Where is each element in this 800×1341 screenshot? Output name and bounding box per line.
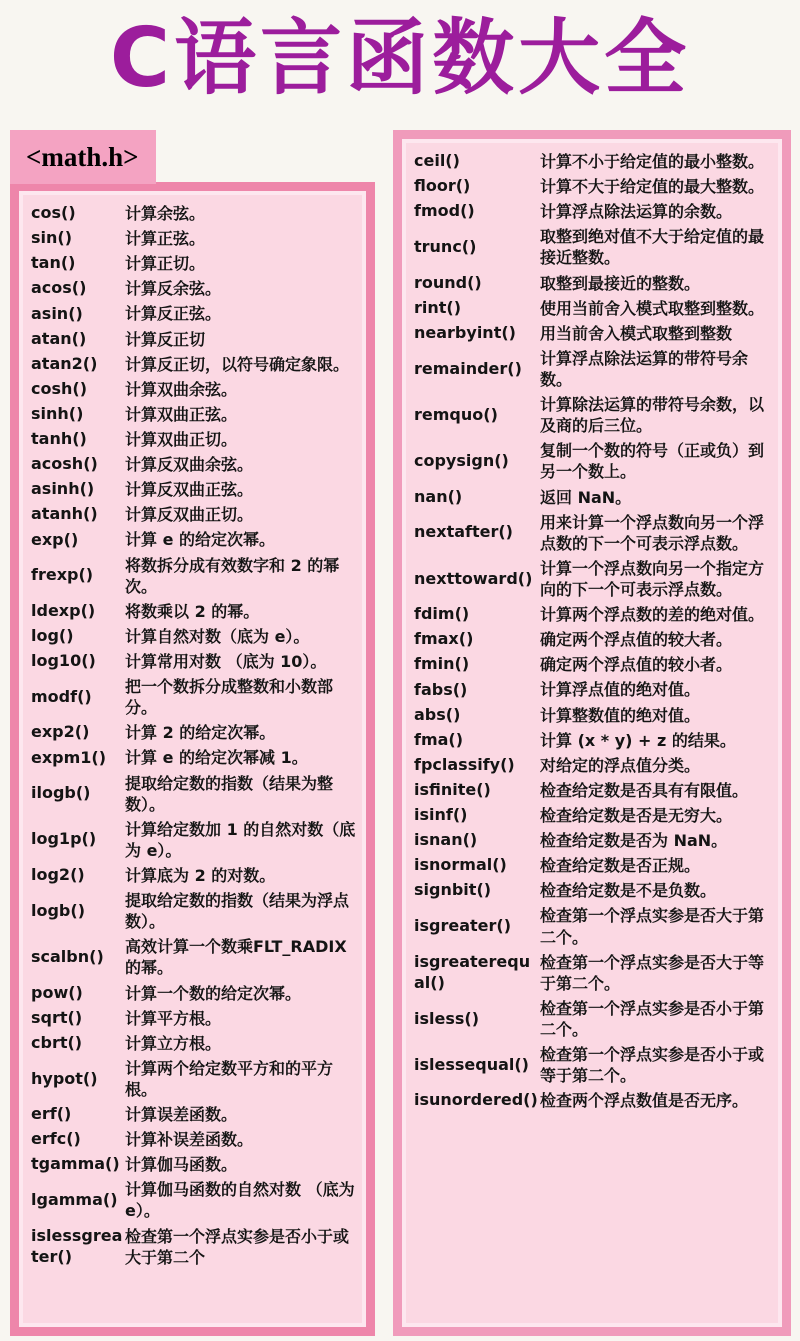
function-description: 计算伽马函数。 [125,1155,238,1175]
function-name: acos() [31,278,87,298]
function-name: isless() [414,1008,480,1028]
function-description: 计算反双曲余弦。 [125,455,254,475]
table-row [31,626,356,647]
function-description: 使用当前舍入模式取整到整数。 [540,298,765,318]
table-row [414,487,772,508]
function-description: 确定两个浮点值的较大者。 [540,630,733,650]
function-name: nexttoward() [414,568,533,588]
function-description: 检查给定数是不是负数。 [540,881,717,901]
table-row [414,201,772,222]
page-title: C语言函数大全 [109,11,691,106]
table-row [414,394,772,436]
function-name: cosh() [31,378,88,398]
function-description: 取整到绝对值不大于给定值的最接近整数。 [540,227,765,268]
table-row [31,479,356,500]
function-description: 检查第一个浮点实参是否小于第二个。 [540,998,765,1039]
table-row [31,354,356,375]
function-description: 计算双曲余弦。 [125,379,238,399]
table-row [414,998,772,1040]
function-description: 计算两个浮点数的差的绝对值。 [540,605,765,625]
function-description: 复制一个数的符号（正或负）到另一个数上。 [540,441,765,482]
function-description: 高效计算一个数乘FLT_RADIX的幂。 [125,937,347,978]
table-row [414,830,772,851]
table-row [414,654,772,675]
function-name: acosh() [31,454,98,474]
table-row [414,226,772,268]
function-name: isnormal() [414,855,507,875]
function-description: 把一个数拆分成整数和小数部分。 [125,677,334,718]
function-name: fmax() [414,629,474,649]
function-description: 确定两个浮点值的较小者。 [540,655,733,675]
function-name: atanh() [31,504,98,524]
function-name: signbit() [414,880,492,900]
function-name: erf() [31,1104,72,1124]
function-name: round() [414,272,482,292]
table-row [414,512,772,554]
function-description: 计算 (x * y) + z 的结果。 [540,730,736,750]
table-row [31,555,356,597]
table-row [414,730,772,751]
function-name: fmin() [414,654,470,674]
function-name: log() [31,626,74,646]
table-row [31,529,356,550]
table-row [31,1058,356,1100]
function-description: 计算常用对数 （底为 10）。 [125,651,327,671]
function-name: remquo() [414,404,498,424]
table-row [31,1179,356,1221]
function-description: 将数拆分成有效数字和 2 的幂次。 [125,555,340,596]
function-description: 计算反正切 [125,329,206,349]
table-row [414,805,772,826]
function-description: 提取给定数的指数（结果为浮点数）。 [125,891,350,932]
table-row [414,558,772,600]
function-description: 计算反正弦。 [125,304,222,324]
table-row [31,819,356,861]
table-row [31,278,356,299]
table-row [414,323,772,344]
table-row [414,629,772,650]
function-description: 计算除法运算的带符号余数，以及商的后三位。 [540,395,765,436]
function-description: 计算 e 的给定次幂。 [125,530,275,550]
function-name: modf() [31,686,92,706]
function-description: 计算平方根。 [125,1008,222,1028]
function-name: trunc() [414,237,477,257]
table-row [414,1044,772,1086]
table-row [31,1154,356,1175]
function-description: 计算伽马函数的自然对数 （底为 e）。 [125,1180,355,1221]
function-description: 计算正切。 [125,254,206,274]
function-name: pow() [31,982,83,1002]
function-name: expm1() [31,747,107,767]
function-name: sqrt() [31,1007,83,1027]
function-name: nearbyint() [414,322,516,342]
math-functions-panel-right [393,130,791,1336]
table-row [31,379,356,400]
function-description: 提取给定数的指数（结果为整数）。 [125,773,334,814]
table-row [31,429,356,450]
table-row [31,454,356,475]
table-row [414,273,772,294]
function-description: 检查给定数是否正规。 [540,856,701,876]
function-description: 计算浮点值的绝对值。 [540,680,701,700]
table-row [31,651,356,672]
function-name: sinh() [31,404,84,424]
function-name: frexp() [31,565,94,585]
function-description: 计算双曲正弦。 [125,404,238,424]
table-row [31,1033,356,1054]
function-description: 检查给定数是否具有有限值。 [540,780,749,800]
table-row [31,983,356,1004]
table-row [414,151,772,172]
function-description: 检查两个浮点数值是否无序。 [540,1091,749,1111]
function-name: ldexp() [31,600,96,620]
function-name: abs() [414,704,461,724]
function-description: 检查第一个浮点实参是否大于第二个。 [540,906,765,947]
function-name: fdim() [414,604,470,624]
function-name: atan2() [31,353,98,373]
table-row [31,773,356,815]
table-row [31,747,356,768]
function-description: 计算误差函数。 [125,1105,238,1125]
function-name: floor() [414,176,471,196]
function-description: 计算双曲正切。 [125,429,238,449]
table-row [31,228,356,249]
function-name: nan() [414,486,463,506]
table-row [31,404,356,425]
function-name: log1p() [31,829,97,849]
function-name: asinh() [31,479,95,499]
function-description: 计算正弦。 [125,229,206,249]
function-description: 计算反双曲正弦。 [125,480,254,500]
table-row [414,348,772,390]
table-row [31,1129,356,1150]
table-row [414,855,772,876]
function-description: 计算浮点除法运算的带符号余数。 [540,348,749,389]
function-description: 计算一个数的给定次幂。 [125,983,302,1003]
function-description: 计算 2 的给定次幂。 [125,723,276,743]
function-name: nextafter() [414,522,513,542]
function-name: isinf() [414,805,468,825]
function-name: lgamma() [31,1190,118,1210]
function-name: ceil() [414,151,460,171]
function-name: erfc() [31,1129,81,1149]
table-row [31,722,356,743]
table-row [31,1226,356,1268]
function-name: copysign() [414,451,509,471]
table-row [414,780,772,801]
function-description: 计算两个给定数平方和的平方根。 [125,1058,334,1099]
function-description: 取整到最接近的整数。 [540,273,701,293]
table-row [31,865,356,886]
table-row [31,253,356,274]
function-name: isnan() [414,830,478,850]
function-name: log10() [31,651,96,671]
function-name: fmod() [414,201,475,221]
function-description: 计算不小于给定值的最小整数。 [540,152,765,171]
function-name: exp() [31,529,79,549]
function-description: 计算整数值的绝对值。 [540,705,701,725]
math-h-header-tab [10,130,156,184]
function-name: ilogb() [31,783,91,803]
function-description: 计算余弦。 [125,204,206,223]
function-name: islessequal() [414,1054,529,1074]
function-name: asin() [31,303,83,323]
function-description: 计算补误差函数。 [125,1130,254,1150]
function-name: fabs() [414,679,468,699]
function-description: 用来计算一个浮点数向另一个浮点数的下一个可表示浮点数。 [540,512,765,553]
function-description: 计算反双曲正切。 [125,505,254,525]
table-row [414,952,772,994]
table-row [414,298,772,319]
table-row [414,176,772,197]
function-description: 计算立方根。 [125,1033,222,1053]
function-description: 计算不大于给定值的最大整数。 [540,177,765,197]
function-name: tgamma() [31,1154,120,1174]
function-name: rint() [414,297,462,317]
function-name: hypot() [31,1068,98,1088]
table-row [31,203,356,224]
math-h-header-label: <math.h> [26,141,139,172]
function-name: tanh() [31,429,87,449]
function-description: 计算反余弦。 [125,279,222,299]
function-name: exp2() [31,722,90,742]
function-name: islessgreater() [31,1225,123,1266]
function-name: atan() [31,328,87,348]
function-name: isunordered() [414,1090,538,1110]
table-row [31,1008,356,1029]
table-row [414,905,772,947]
function-name: fma() [414,729,464,749]
function-description: 检查第一个浮点实参是否小于或等于第二个。 [540,1045,765,1086]
table-row [414,1090,772,1111]
function-name: tan() [31,253,76,273]
table-row [31,601,356,622]
table-row [414,604,772,625]
function-description: 检查第一个浮点实参是否小于或大于第二个 [125,1226,350,1267]
function-name: cbrt() [31,1032,83,1052]
function-name: isfinite() [414,780,491,799]
table-row [414,705,772,726]
table-row [31,504,356,525]
function-name: isgreater() [414,916,512,936]
function-description: 计算浮点除法运算的余数。 [540,202,733,222]
table-row [31,1104,356,1125]
function-description: 对给定的浮点值分类。 [540,755,701,775]
table-row [31,936,356,978]
function-description: 计算底为 2 的对数。 [125,865,276,885]
math-functions-panel-left [10,182,375,1336]
function-name: cos() [31,203,76,223]
function-description: 返回 NaN。 [540,487,632,507]
function-description: 计算反正切，以符号确定象限。 [125,354,350,374]
table-row [31,890,356,932]
table-row [414,440,772,482]
table-row [414,755,772,776]
table-row [414,679,772,700]
function-name: sin() [31,228,73,248]
function-name: log2() [31,865,85,885]
function-description: 检查第一个浮点实参是否大于等于第二个。 [540,952,765,993]
function-name: remainder() [414,358,522,378]
table-row [31,329,356,350]
table-row [414,880,772,901]
function-name: isgreaterequal() [414,951,531,992]
table-row [31,676,356,718]
function-description: 计算自然对数（底为 e）。 [125,626,310,646]
function-description: 计算一个浮点数向另一个指定方向的下一个可表示浮点数。 [540,558,765,599]
function-description: 检查给定数是否为 NaN。 [540,831,728,851]
function-name: scalbn() [31,946,104,966]
function-name: logb() [31,900,86,920]
function-name: fpclassify() [414,754,515,774]
table-row [31,303,356,324]
function-description: 将数乘以 2 的幂。 [125,601,260,621]
function-description: 计算 e 的给定次幂减 1。 [125,748,308,768]
function-description: 计算给定数加 1 的自然对数（底为 e）。 [125,819,356,860]
function-description: 用当前舍入模式取整到整数 [540,323,733,343]
function-description: 检查给定数是否是无穷大。 [540,805,733,825]
